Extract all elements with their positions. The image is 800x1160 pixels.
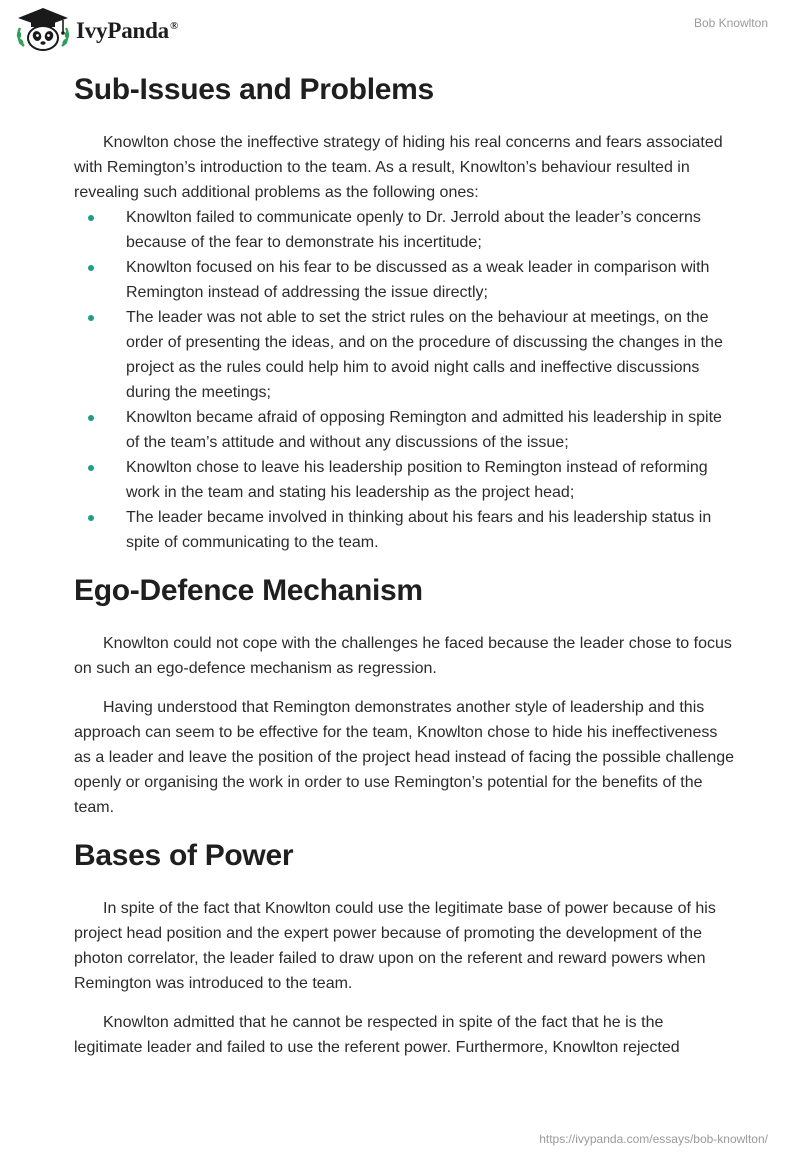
list-item: Knowlton focused on his fear to be discussed as a weak leader in comparison with Remington instead of addressing the issue directly;: [74, 255, 734, 305]
paragraph: In spite of the fact that Knowlton could use the legitimate base of power because of his project head position and the expert power because of promoting the development of the photon correlator, the leader failed to draw upon on the referent and reward powers when Remington was introduced to the team.: [74, 900, 716, 992]
list-item: Knowlton failed to communicate openly to Dr. Jerrold about the leader’s concerns because of the fear to demonstrate his incertitude;: [74, 205, 734, 255]
source-url-link[interactable]: https://ivypanda.com/essays/bob-knowlton/: [539, 1132, 768, 1146]
section-heading-bases-of-power: Bases of Power: [74, 839, 294, 872]
list-item: The leader was not able to set the strict rules on the behaviour at meetings, on the order of presenting the ideas, and on the procedure of discussing the changes in the project as the rules could help him to avoid night calls and ineffective discussions during the meetings;: [74, 305, 734, 405]
section-heading-ego-defence: Ego-Defence Mechanism: [74, 574, 423, 607]
list-item: Knowlton became afraid of opposing Remington and admitted his leadership in spite of the team’s attitude and without any discussions of the issue;: [74, 405, 734, 455]
essay-content: [74, 70, 734, 1060]
paragraph: Having understood that Remington demonstrates another style of leadership and this approach can seem to be effective for the team, Knowlton chose to hide his ineffectiveness as a leader and leave the position of the project head instead of facing the possible challenge openly or organising the work in order to use Remington’s potential for the benefits of the team.: [74, 699, 735, 816]
bullet-dot-icon: [88, 315, 94, 321]
section-heading-sub-issues: Sub-Issues and Problems: [74, 73, 434, 106]
panda-graduate-icon: [14, 6, 72, 52]
list-item: The leader became involved in thinking about his fears and his leadership status in spite of communicating to the team.: [74, 505, 734, 555]
brand-name: IvyPanda®: [76, 18, 179, 43]
paragraph: Knowlton could not cope with the challenges he faced because the leader chose to focus on such an ego-defence mechanism as regression.: [74, 635, 732, 677]
paragraph: Knowlton chose the ineffective strategy of hiding his real concerns and fears associated with Remington’s introduction to the team. As a result, Knowlton’s behaviour resulted in revealing such additional problems as the following ones:: [74, 134, 723, 201]
bullet-dot-icon: [88, 215, 94, 221]
page-header: [0, 0, 800, 60]
bullet-dot-icon: [88, 515, 94, 521]
list-item: Knowlton chose to leave his leadership position to Remington instead of reforming work in the team and stating his leadership as the project head;: [74, 455, 734, 505]
bullet-dot-icon: [88, 415, 94, 421]
bullet-dot-icon: [88, 465, 94, 471]
problems-list: [74, 205, 734, 555]
ivypanda-logo[interactable]: [14, 6, 178, 52]
bullet-dot-icon: [88, 265, 94, 271]
document-title: Bob Knowlton: [693, 16, 768, 30]
paragraph: Knowlton admitted that he cannot be respected in spite of the fact that he is the legitimate leader and failed to use the referent power. Furthermore, Knowlton rejected: [74, 1014, 680, 1056]
